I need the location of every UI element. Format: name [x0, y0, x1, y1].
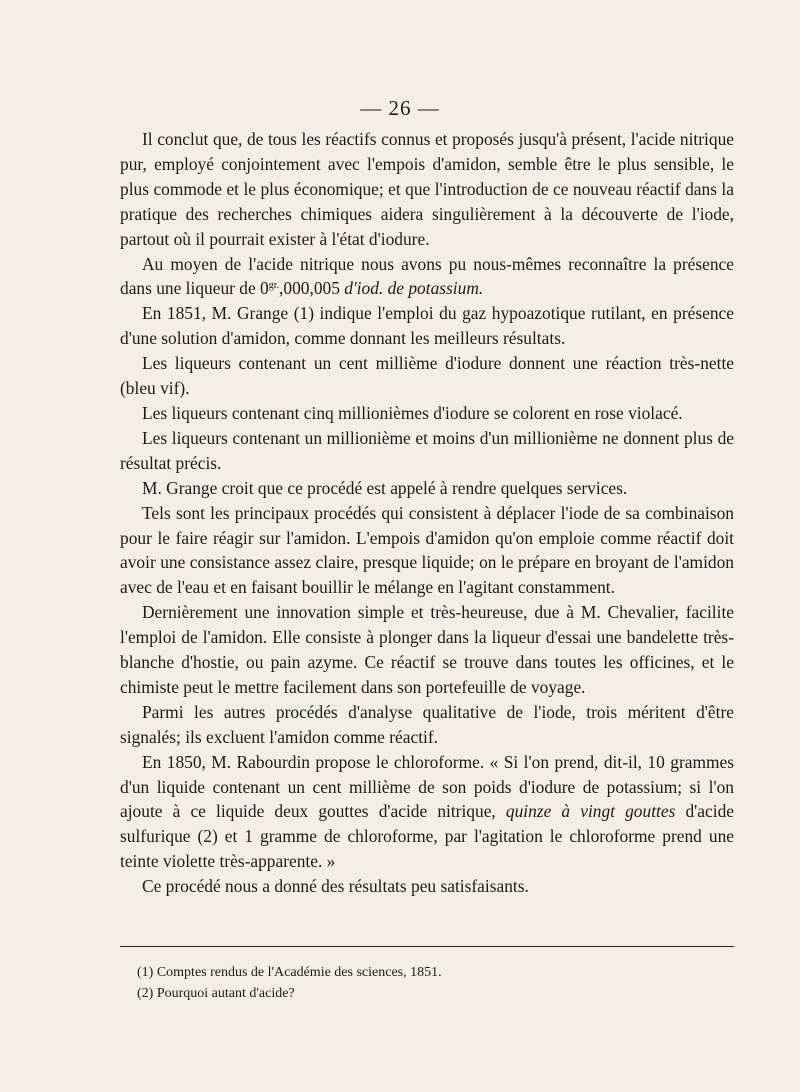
paragraph-8: Tels sont les principaux procédés qui consistent à déplacer l'iode de sa combinaison pour le faire réagir sur l'amidon. L'empois d'amidon qu'on emploie comme réactif doit avoir une consistance assez claire, presque liquide; on le prépare en broyant de l'amidon avec de l'eau et en faisant bouillir le mélange en l'agitant constamment. — [120, 502, 734, 598]
page-number: — 26 — — [360, 96, 440, 120]
paragraph-5: Les liqueurs contenant cinq millionièmes d'iodure se colorent en rose violacé. — [142, 402, 683, 423]
paragraph-4: Les liqueurs contenant un cent millième d'iodure donnent une réaction très-nette (bleu vif). — [120, 353, 734, 399]
paragraph-11: En 1850, M. Rabourdin propose le chloroforme. « Si l'on prend, dit-il, 10 grammes d'un liquide contenant un cent millième de son poids d'iodure de potassium; si l'on ajoute à ce liquide deux gouttes d'acide nitrique, quinze à vingt gouttes d'acide sulfurique (2) et 1 gramme de chloroforme, par l'agitation le chloroforme prend une teinte violette très-apparente. » — [120, 751, 734, 872]
paragraph-1: Il conclut que, de tous les réactifs connus et proposés jusqu'à présent, l'acide nitrique pur, employé conjointement avec l'empois d'amidon, semble être le plus sensible, le plus commode et le plus économique; et que l'introduction de ce nouveau réactif dans la pratique des recherches chimiques aidera singulièrement à la découverte de l'iode, partout où il pourrait exister à l'état d'iodure. — [120, 129, 734, 249]
paragraph-6: Les liqueurs contenant un millionième et moins d'un millionième ne donnent plus de résultat précis. — [120, 427, 734, 473]
paragraph-12: Ce procédé nous a donné des résultats peu satisfaisants. — [142, 876, 529, 897]
footnote-1: (1) Comptes rendus de l'Académie des sciences, 1851. — [137, 965, 442, 980]
body-text — [120, 127, 734, 899]
paragraph-2: Au moyen de l'acide nitrique nous avons pu nous-mêmes reconnaître la présence dans une liqueur de $0^{gr.},000,005$ d'iod. de potassium. — [120, 253, 734, 299]
footnotes — [137, 962, 727, 1004]
paragraph-7: M. Grange croit que ce procédé est appelé à rendre quelques services. — [142, 477, 628, 498]
paragraph-9: Dernièrement une innovation simple et très-heureuse, due à M. Chevalier, facilite l'emploi de l'amidon. Elle consiste à plonger dans la liqueur d'essai une bandelette très-blanche d'hostie, ou pain azyme. Ce réactif se trouve dans toutes les officines, et le chimiste peut le mettre facilement dans son portefeuille de voyage. — [120, 602, 734, 697]
paragraph-3: En 1851, M. Grange (1) indique l'emploi du gaz hypoazotique rutilant, en présence d'une solution d'amidon, comme donnant les meilleurs résultats. — [120, 303, 734, 349]
paragraph-10: Parmi les autres procédés d'analyse qualitative de l'iode, trois méritent d'être signalés; ils excluent l'amidon comme réactif. — [120, 701, 734, 747]
footnote-2: (2) Pourquoi autant d'acide? — [137, 986, 295, 1001]
footnote-divider — [120, 946, 734, 947]
